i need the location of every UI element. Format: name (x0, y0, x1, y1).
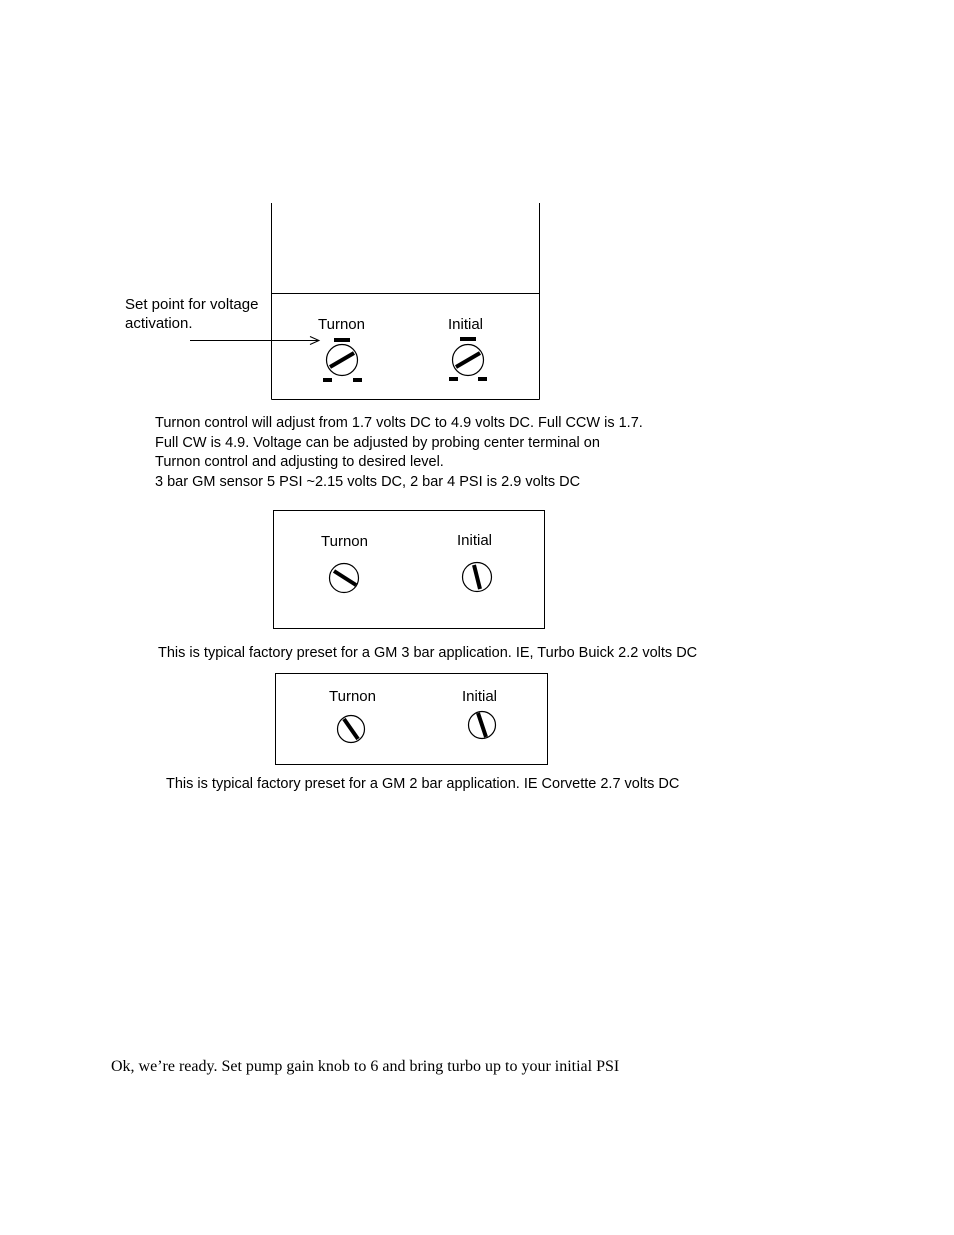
initial-label: Initial (462, 688, 498, 705)
callout-line: activation. (125, 315, 193, 332)
diagram2-enclosure (274, 511, 545, 629)
description-line: Turnon control and adjusting to desired level. (155, 454, 444, 470)
turnon-knob-1 (323, 338, 362, 382)
callout-text (125, 295, 258, 333)
turnon-knob-3 (338, 716, 365, 743)
callout-arrow (190, 337, 319, 345)
initial-knob-2 (463, 563, 492, 592)
turnon-label: Turnon (321, 533, 368, 550)
description-line: Turnon control will adjust from 1.7 volts DC to 4.9 volts DC. Full CCW is 1.7. (155, 415, 643, 431)
diagram1-enclosure (272, 203, 540, 400)
description-text (155, 414, 643, 492)
diagram2-caption: This is typical factory preset for a GM 3 bar application. IE, Turbo Buick 2.2 volts DC (158, 645, 698, 661)
initial-label: Initial (448, 316, 484, 333)
turnon-knob-2 (330, 564, 359, 593)
initial-knob-1 (449, 337, 487, 381)
instruction-text: Ok, we’re ready. Set pump gain knob to 6 and bring turbo up to your initial PSI (111, 1058, 620, 1075)
diagram3-caption: This is typical factory preset for a GM 2 bar application. IE Corvette 2.7 volts DC (166, 776, 680, 792)
callout-line: Set point for voltage (125, 296, 259, 313)
turnon-label: Turnon (329, 688, 376, 705)
initial-knob-3 (469, 712, 496, 739)
initial-label: Initial (457, 532, 493, 549)
description-line: Full CW is 4.9. Voltage can be adjusted by probing center terminal on (155, 434, 600, 451)
turnon-label: Turnon (318, 316, 365, 333)
diagram3-enclosure (276, 674, 548, 765)
description-line: 3 bar GM sensor 5 PSI ~2.15 volts DC, 2 bar 4 PSI is 2.9 volts DC (155, 473, 581, 490)
